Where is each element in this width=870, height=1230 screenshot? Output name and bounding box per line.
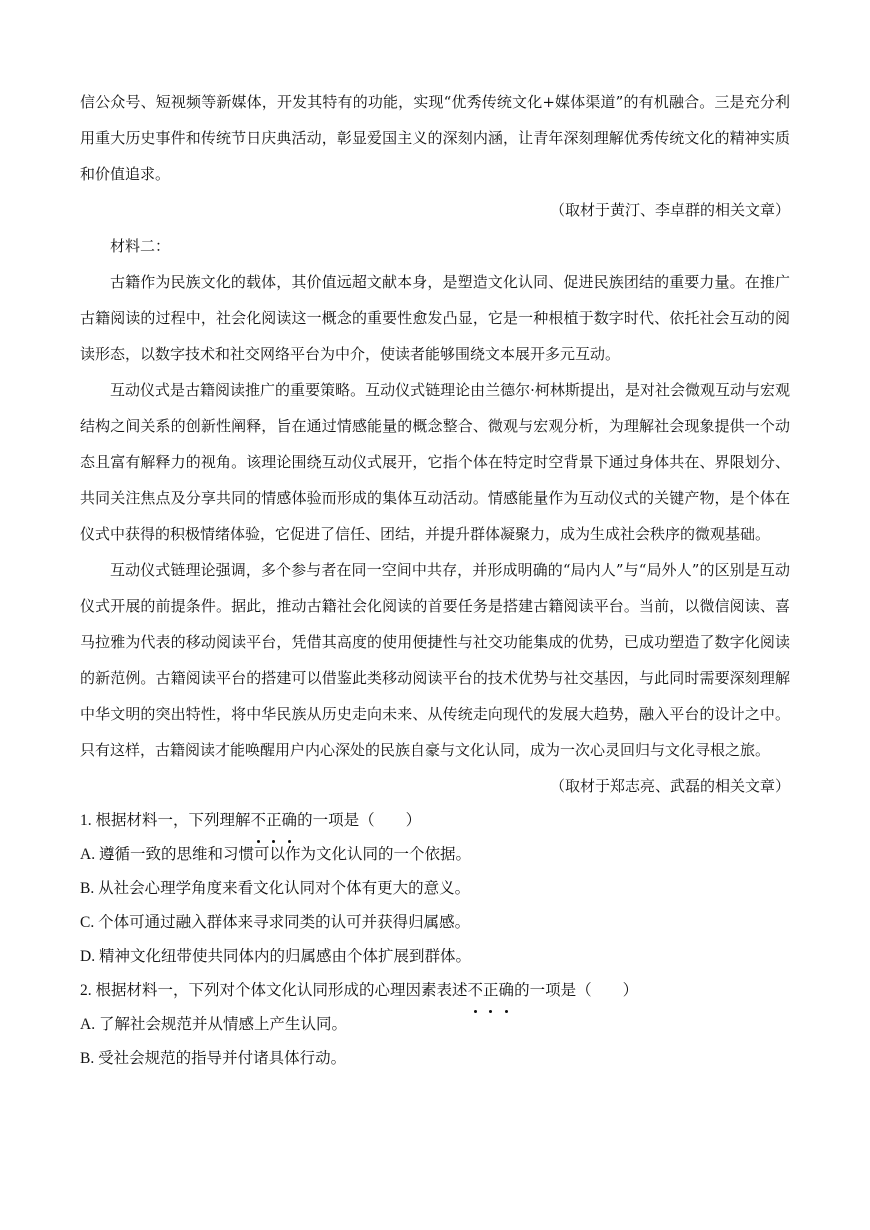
question-1-stem [80, 804, 790, 838]
question-2-stem-before: 2. 根据材料一，下列对个体文化认同形成的心理因素表述 [80, 982, 468, 999]
question-2 [80, 974, 790, 1076]
page-content [80, 84, 790, 1076]
question-2-stem-after: 的一项是（ ） [514, 982, 639, 999]
question-1-option-c: C. 个体可通过融入群体来寻求同类的认可并获得归属感。 [80, 914, 471, 931]
material1-tail-paragraph: 信公众号、短视频等新媒体，开发其特有的功能，实现“优秀传统文化+媒体渠道”的有机融合。三是充分利用重大历史事件和传统节日庆典活动，彰显爱国主义的深刻内涵，让青年深刻理解优秀传统文化的精神实质和价值追求。 [80, 93, 790, 183]
question-1-stem-after: 的一项是（ ） [297, 812, 422, 829]
question-2-option-b: B. 受社会规范的指导并付诸具体行动。 [80, 1050, 347, 1067]
material1-source: （取材于黄汀、李卓群的相关文章） [549, 201, 790, 219]
emphasis-char: 不 [251, 804, 267, 838]
question-1-option-a: A. 遵循一致的思维和习惯可以作为文化认同的一个依据。 [80, 846, 471, 863]
question-1-stem-before: 1. 根据材料一，下列理解 [80, 812, 251, 829]
question-2-option-a: A. 了解社会规范并从情感上产生认同。 [80, 1016, 347, 1033]
emphasis-char: 确 [282, 804, 298, 838]
material2-paragraph-3: 互动仪式链理论强调，多个参与者在同一空间中共存，并形成明确的“局内人”与“局外人”的区别是互动仪式开展的前提条件。据此，推动古籍社会化阅读的首要任务是搭建古籍阅读平台。当前，以微信阅读、喜马拉雅为代表的移动阅读平台，凭借其高度的使用便捷性与社交功能集成的优势，已成功塑造了数字化阅读的新范例。古籍阅读平台的搭建可以借鉴此类移动阅读平台的技术优势与社交基因，与此同时需要深刻理解中华文明的突出特性，将中华民族从历史走向未来、从传统走向现代的发展大趋势，融入平台的设计之中。只有这样，古籍阅读才能唤醒用户内心深处的民族自豪与文化认同，成为一次心灵回归与文化寻根之旅。 [80, 561, 790, 759]
material2-paragraph-2: 互动仪式是古籍阅读推广的重要策略。互动仪式链理论由兰德尔·柯林斯提出，是对社会微观互动与宏观结构之间关系的创新性阐释，旨在通过情感能量的概念整合、微观与宏观分析，为理解社会现象提供一个动态且富有解释力的视角。该理论围绕互动仪式展开，它指个体在特定时空背景下通过身体共在、界限划分、共同关注焦点及分享共同的情感体验而形成的集体互动活动。情感能量作为互动仪式的关键产物，是个体在仪式中获得的积极情绪体验，它促进了信任、团结，并提升群体凝聚力，成为生成社会秩序的微观基础。 [80, 381, 790, 543]
material2-paragraph-1: 古籍作为民族文化的载体，其价值远超文献本身，是塑造文化认同、促进民族团结的重要力量。在推广古籍阅读的过程中，社会化阅读这一概念的重要性愈发凸显，它是一种根植于数字时代、依托社会互动的阅读形态，以数字技术和社交网络平台为中介，使读者能够围绕文本展开多元互动。 [80, 273, 790, 363]
material2-heading: 材料二： [110, 237, 171, 255]
question-1 [80, 804, 790, 974]
question-1-option-d: D. 精神文化纽带使共同体内的归属感由个体扩展到群体。 [80, 948, 471, 965]
emphasis-char: 正 [483, 974, 499, 1008]
question-2-stem [80, 974, 790, 1008]
question-2-emphasis [468, 982, 515, 999]
emphasis-char: 确 [499, 974, 515, 1008]
material2-source: （取材于郑志亮、武磊的相关文章） [549, 777, 790, 795]
emphasis-char: 不 [468, 974, 484, 1008]
question-1-emphasis [251, 812, 298, 829]
question-1-option-b: B. 从社会心理学角度来看文化认同对个体有更大的意义。 [80, 880, 471, 897]
emphasis-char: 正 [266, 804, 282, 838]
